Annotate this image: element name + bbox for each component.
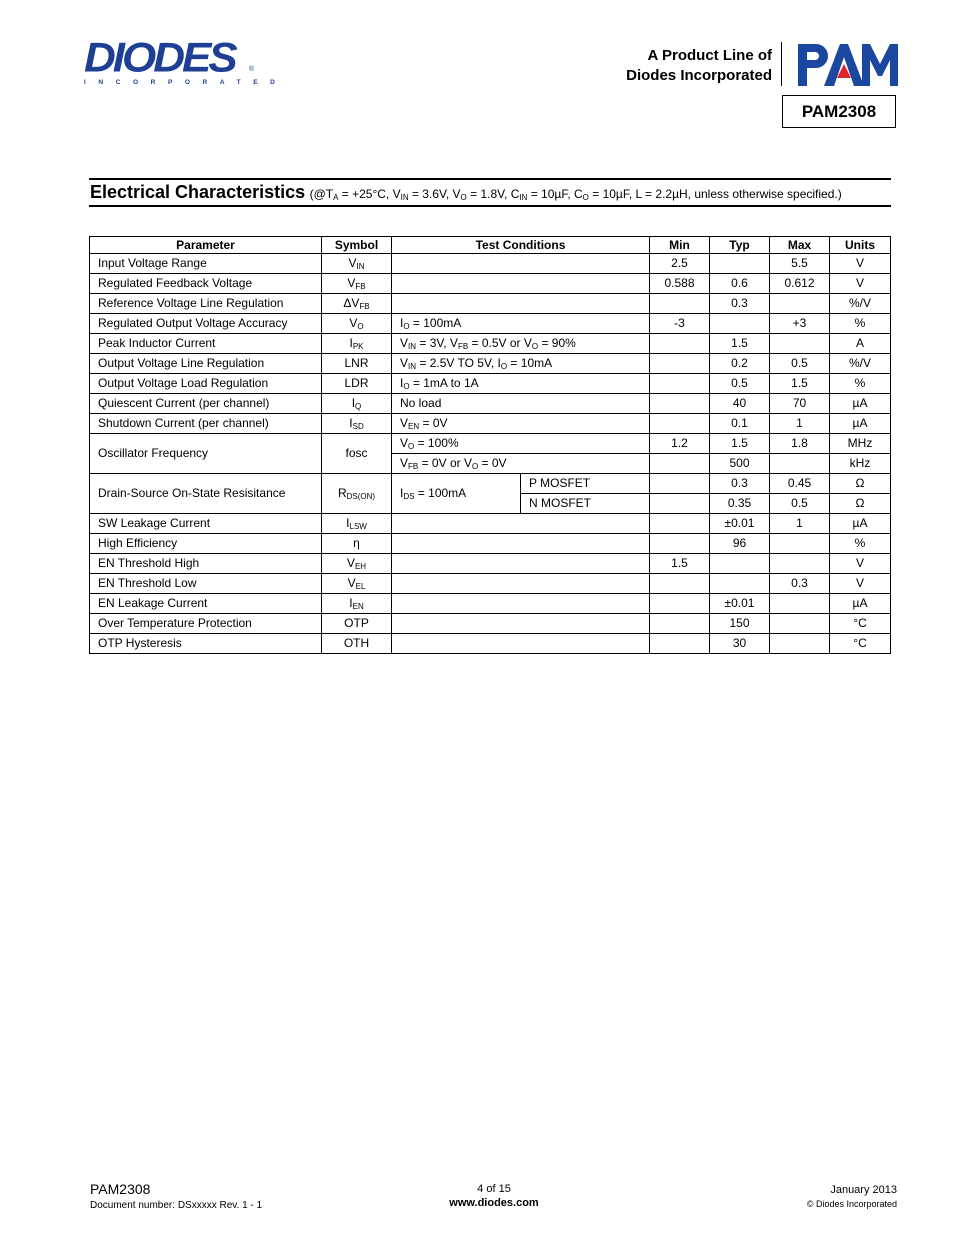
cell-max <box>770 294 830 314</box>
cell-parameter: SW Leakage Current <box>90 514 322 534</box>
cell-test-conditions <box>392 514 650 534</box>
footer-url: www.diodes.com <box>449 1197 539 1209</box>
cell-typ: 0.5 <box>710 374 770 394</box>
product-line-2: Diodes Incorporated <box>626 67 772 84</box>
cell-test-conditions <box>392 614 650 634</box>
cell-max <box>770 614 830 634</box>
diodes-logo-sub: INCORPORATED <box>84 79 288 86</box>
cell-max: 70 <box>770 394 830 414</box>
cell-symbol: $I_{SD}$ <box>322 414 392 434</box>
cell-units: µA <box>830 514 891 534</box>
cell-min <box>650 574 710 594</box>
cell-min: -3 <box>650 314 710 334</box>
cell-typ: 0.1 <box>710 414 770 434</box>
cell-typ <box>710 254 770 274</box>
cell-parameter: OTP Hysteresis <box>90 634 322 654</box>
table-body <box>90 254 891 654</box>
cell-min <box>650 334 710 354</box>
cell-max <box>770 594 830 614</box>
cell-units: %/V <box>830 294 891 314</box>
cell-min <box>650 634 710 654</box>
cell-parameter: Peak Inductor Current <box>90 334 322 354</box>
cell-typ: 0.35 <box>710 494 770 514</box>
cell-test-conditions <box>392 534 650 554</box>
cell-units: Ω <box>830 474 891 494</box>
cell-max: 0.612 <box>770 274 830 294</box>
cell-units: µA <box>830 394 891 414</box>
cell-typ <box>710 314 770 334</box>
cell-min <box>650 594 710 614</box>
header-units: Units <box>830 237 891 254</box>
cell-units: V <box>830 254 891 274</box>
cell-max: 1.8 <box>770 434 830 454</box>
cell-max: 1.5 <box>770 374 830 394</box>
cell-test-conditions <box>392 594 650 614</box>
cell-test-conditions <box>392 554 650 574</box>
cell-units: µA <box>830 594 891 614</box>
cell-test-conditions <box>392 294 650 314</box>
cell-symbol: $V_{IN}$ <box>322 254 392 274</box>
cell-min <box>650 514 710 534</box>
table-header-row <box>90 237 891 254</box>
cell-typ: 0.6 <box>710 274 770 294</box>
cell-test-conditions: $V_{IN} = 3V$, $V_{FB} = 0.5V$ or $V_O = 90\%$ <box>392 334 650 354</box>
cell-units: Ω <box>830 494 891 514</box>
footer-copyright: © Diodes Incorporated <box>806 1199 897 1209</box>
cell-min: 1.2 <box>650 434 710 454</box>
table-row <box>90 594 891 614</box>
cell-max: 0.45 <box>770 474 830 494</box>
cell-units: A <box>830 334 891 354</box>
cell-sub-condition: P MOSFET <box>521 474 650 494</box>
cell-symbol: $I_Q$ <box>322 394 392 414</box>
cell-units: %/V <box>830 354 891 374</box>
table-row <box>90 374 891 394</box>
cell-parameter: EN Threshold Low <box>90 574 322 594</box>
cell-symbol: LNR <box>322 354 392 374</box>
cell-symbol: $V_{EH}$ <box>322 554 392 574</box>
cell-min <box>650 414 710 434</box>
section-rule-top <box>89 178 891 180</box>
cell-max: 1 <box>770 414 830 434</box>
cell-units: % <box>830 314 891 334</box>
cell-max <box>770 634 830 654</box>
cell-test-conditions <box>392 574 650 594</box>
cell-parameter: Reference Voltage Line Regulation <box>90 294 322 314</box>
cell-min <box>650 294 710 314</box>
cell-units: % <box>830 374 891 394</box>
cell-test-conditions: $V_{FB} = 0V$ or $V_O = 0V$ <box>392 454 650 474</box>
header-parameter: Parameter <box>90 237 322 254</box>
diodes-logo-word: DIODES <box>84 34 235 81</box>
cell-typ <box>710 574 770 594</box>
table-row <box>90 614 891 634</box>
cell-parameter: Regulated Feedback Voltage <box>90 274 322 294</box>
header-max: Max <box>770 237 830 254</box>
cell-min <box>650 614 710 634</box>
cell-units: °C <box>830 614 891 634</box>
cell-typ: 500 <box>710 454 770 474</box>
cell-parameter: Quiescent Current (per channel) <box>90 394 322 414</box>
footer-page-number: 4 of 15 <box>477 1183 511 1195</box>
cell-typ: 150 <box>710 614 770 634</box>
table-row <box>90 294 891 314</box>
cell-units: V <box>830 274 891 294</box>
cell-test-conditions: $I_O = 100mA$ <box>392 314 650 334</box>
cell-max <box>770 454 830 474</box>
cell-typ: 1.5 <box>710 334 770 354</box>
cell-min <box>650 474 710 494</box>
table-row <box>90 514 891 534</box>
cell-symbol: OTH <box>322 634 392 654</box>
cell-min <box>650 494 710 514</box>
header-symbol: Symbol <box>322 237 392 254</box>
cell-max: 0.5 <box>770 494 830 514</box>
table-row <box>90 634 891 654</box>
cell-typ: 0.2 <box>710 354 770 374</box>
cell-typ: 1.5 <box>710 434 770 454</box>
cell-typ <box>710 554 770 574</box>
cell-symbol: LDR <box>322 374 392 394</box>
cell-symbol: $V_{FB}$ <box>322 274 392 294</box>
cell-symbol: OTP <box>322 614 392 634</box>
cell-test-conditions <box>392 634 650 654</box>
cell-min: 1.5 <box>650 554 710 574</box>
table-row <box>90 274 891 294</box>
cell-parameter: Oscillator Frequency <box>90 434 322 474</box>
electrical-characteristics-table <box>89 236 891 654</box>
cell-test-conditions <box>392 274 650 294</box>
table-row <box>90 474 891 494</box>
cell-min <box>650 534 710 554</box>
table-row <box>90 254 891 274</box>
cell-symbol: $\Delta V_{FB}$ <box>322 294 392 314</box>
cell-sub-condition: N MOSFET <box>521 494 650 514</box>
cell-typ: 40 <box>710 394 770 414</box>
cell-test-conditions <box>392 254 650 274</box>
cell-min: 0.588 <box>650 274 710 294</box>
cell-min: 2.5 <box>650 254 710 274</box>
cell-units: °C <box>830 634 891 654</box>
cell-symbol: $I_{LSW}$ <box>322 514 392 534</box>
cell-symbol: $I_{PK}$ <box>322 334 392 354</box>
cell-parameter: High Efficiency <box>90 534 322 554</box>
table-row <box>90 354 891 374</box>
cell-parameter: Over Temperature Protection <box>90 614 322 634</box>
cell-min <box>650 374 710 394</box>
header-min: Min <box>650 237 710 254</box>
cell-parameter: EN Threshold High <box>90 554 322 574</box>
header-divider <box>781 42 782 86</box>
part-number-box: PAM2308 <box>782 95 896 128</box>
cell-units: kHz <box>830 454 891 474</box>
cell-symbol: $R_{DS(ON)}$ <box>322 474 392 514</box>
cell-max <box>770 554 830 574</box>
cell-test-conditions: $V_{EN} = 0V$ <box>392 414 650 434</box>
product-line-1: A Product Line of <box>647 47 772 64</box>
section-title-text: Electrical Characteristics <box>90 182 306 202</box>
cell-test-conditions: $V_O = 100\%$ <box>392 434 650 454</box>
table-row <box>90 394 891 414</box>
cell-max <box>770 534 830 554</box>
cell-max: 1 <box>770 514 830 534</box>
table-row <box>90 314 891 334</box>
cell-units: V <box>830 554 891 574</box>
header-typ: Typ <box>710 237 770 254</box>
table-row <box>90 434 891 454</box>
product-line-text <box>626 46 772 86</box>
cell-test-conditions: No load <box>392 394 650 414</box>
cell-min <box>650 354 710 374</box>
diodes-logo <box>84 34 288 86</box>
cell-max: 0.5 <box>770 354 830 374</box>
cell-symbol: $I_{EN}$ <box>322 594 392 614</box>
cell-parameter: Output Voltage Load Regulation <box>90 374 322 394</box>
cell-symbol: $V_{EL}$ <box>322 574 392 594</box>
cell-symbol: η <box>322 534 392 554</box>
cell-units: µA <box>830 414 891 434</box>
footer-part-number: PAM2308 <box>90 1181 151 1197</box>
cell-max <box>770 334 830 354</box>
pam-logo <box>796 42 898 86</box>
cell-parameter: Output Voltage Line Regulation <box>90 354 322 374</box>
cell-test-conditions: $I_O = 1mA$ to 1A <box>392 374 650 394</box>
cell-typ: 30 <box>710 634 770 654</box>
header-test-conditions: Test Conditions <box>392 237 650 254</box>
cell-symbol: fosc <box>322 434 392 474</box>
table-row <box>90 554 891 574</box>
cell-test-conditions: $V_{IN} = 2.5V$ TO 5V, $I_O = 10mA$ <box>392 354 650 374</box>
cell-units: % <box>830 534 891 554</box>
cell-parameter: Input Voltage Range <box>90 254 322 274</box>
table-row <box>90 574 891 594</box>
cell-parameter: Regulated Output Voltage Accuracy <box>90 314 322 334</box>
section-conditions: ($@T_A = +25^\circ C$, $V_{IN} = 3.6V$, $V_O = 1.8V$, $C_{IN} = 10\mu F$, $C_O = 10\mu F$, L = 2.2µH, unless otherwise specified.) <box>309 187 842 202</box>
cell-typ: ±0.01 <box>710 594 770 614</box>
section-rule-bottom <box>89 205 891 207</box>
cell-max: 0.3 <box>770 574 830 594</box>
cell-min <box>650 454 710 474</box>
cell-typ: 0.3 <box>710 474 770 494</box>
cell-typ: 96 <box>710 534 770 554</box>
cell-test-conditions: $I_{DS} = 100mA$ <box>392 474 521 514</box>
table-row <box>90 414 891 434</box>
cell-typ: 0.3 <box>710 294 770 314</box>
footer-date: January 2013 <box>830 1184 897 1196</box>
cell-typ: ±0.01 <box>710 514 770 534</box>
registered-icon: ® <box>248 66 254 73</box>
table-row <box>90 534 891 554</box>
cell-symbol: $V_O$ <box>322 314 392 334</box>
table-row <box>90 334 891 354</box>
cell-max: +3 <box>770 314 830 334</box>
cell-parameter: Shutdown Current (per channel) <box>90 414 322 434</box>
cell-max: 5.5 <box>770 254 830 274</box>
footer-doc-number: Document number: DSxxxxx Rev. 1 - 1 <box>90 1200 263 1211</box>
cell-min <box>650 394 710 414</box>
cell-parameter: EN Leakage Current <box>90 594 322 614</box>
section-title <box>90 182 842 203</box>
cell-units: V <box>830 574 891 594</box>
cell-parameter: Drain-Source On-State Resisitance <box>90 474 322 514</box>
cell-units: MHz <box>830 434 891 454</box>
